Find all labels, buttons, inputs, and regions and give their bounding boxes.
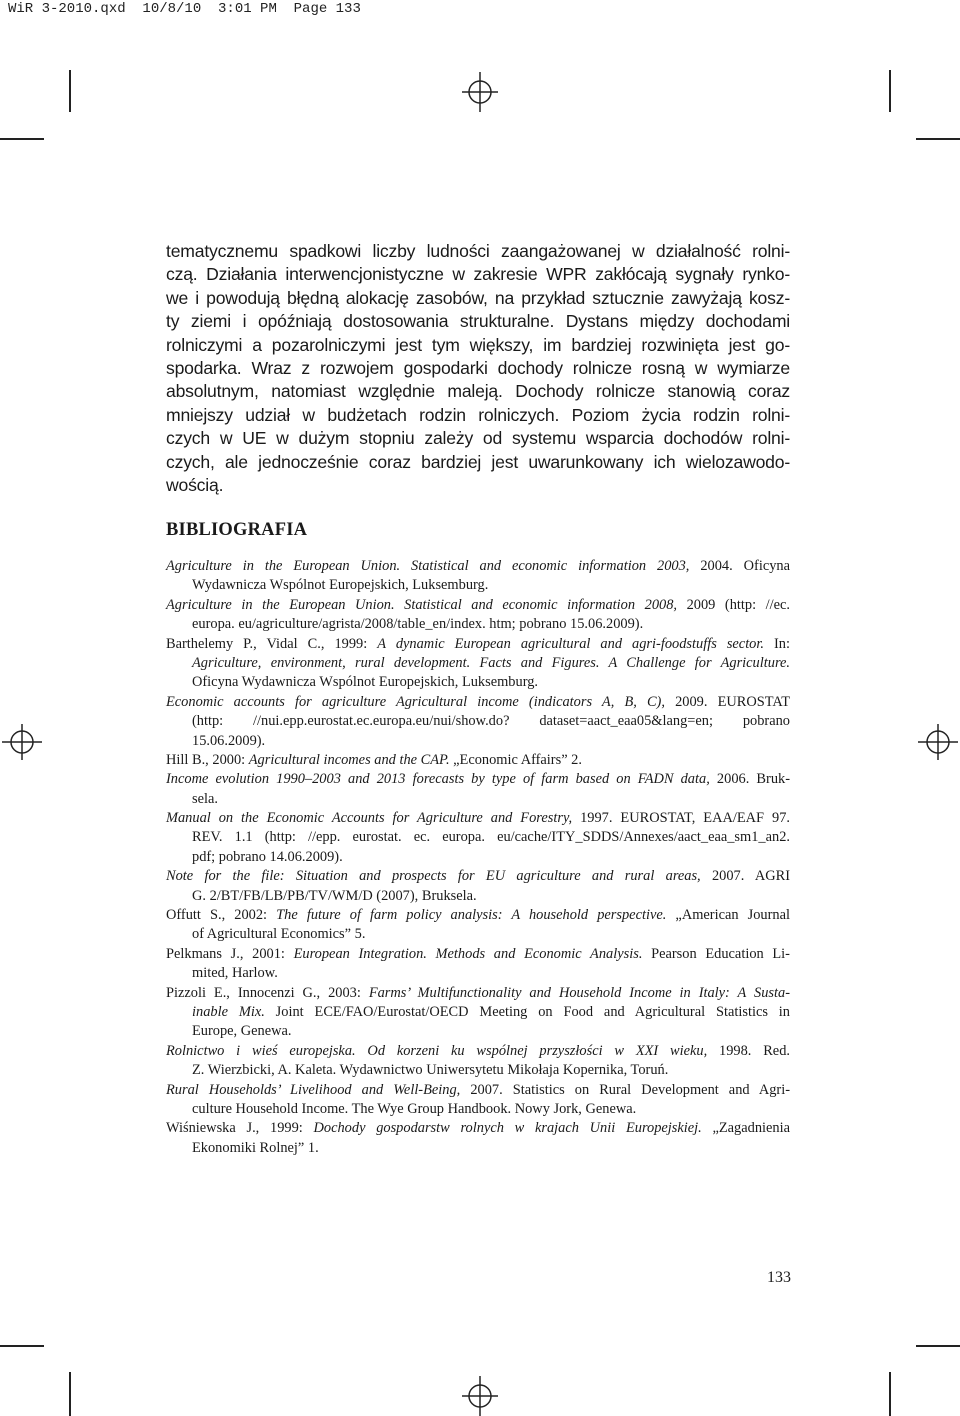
body-line: czych w UE w dużym stopniu zależy od systemu wsparcia dochodów rolni- [166, 428, 790, 449]
bibliography-line [166, 1119, 790, 1138]
bibliography-text: 1998. Red. [707, 1042, 790, 1059]
bibliography-title-text: Farms’ Multifunctionality and Household Income in Italy: A Susta- [368, 984, 790, 1001]
bibliography-line [166, 1100, 790, 1119]
crop-mark-bottom-right-horizontal [916, 1345, 960, 1347]
bibliography-text: 2007. Statistics on Rural Development and Agri- [460, 1081, 791, 1098]
bibliography-text: Ekonomiki Rolnej” 1. [192, 1139, 319, 1156]
bibliography-text: mited, Harlow. [192, 965, 278, 982]
section-heading: BIBLIOGRAFIA [166, 520, 308, 540]
bibliography-title-text: European Integration. Methods and Economic Analysis. [293, 945, 643, 962]
crop-mark-top-left-horizontal [0, 138, 44, 140]
registration-mark-bottom-icon [462, 1376, 498, 1416]
bibliography-line [166, 615, 790, 634]
crop-mark-top-left-vertical [69, 70, 71, 112]
body-line: absolutnym, natomiast względnie maleją. Dochody rolnicze stanowią coraz [166, 381, 790, 402]
bibliography-line [166, 635, 790, 654]
bibliography-text: 2009. EUROSTAT [664, 693, 790, 710]
bibliography-line [166, 984, 790, 1003]
bibliography-line [166, 925, 790, 944]
bibliography-entry [166, 984, 790, 1042]
bibliography-title-text: Note for the file: Situation and prospects for EU agriculture and rural areas, [166, 868, 701, 885]
bibliography-text: Barthelemy P., Vidal C., 1999: [166, 635, 378, 652]
bibliography-text: 2006. Bruk- [709, 771, 791, 788]
bibliography-entry [166, 693, 790, 751]
bibliography-line [166, 867, 790, 886]
bibliography-text: culture Household Income. The Wye Group Handbook. Nowy Jork, Genewa. [192, 1100, 637, 1117]
bibliography-line [166, 751, 790, 770]
bibliography-title-text: Agriculture in the European Union. Statistical and economic information 2003, [166, 558, 690, 574]
bibliography-text: Wydawnicza Wspólnot Europejskich, Luksemburg. [192, 577, 489, 594]
bibliography-line [166, 673, 790, 692]
body-paragraph [166, 240, 790, 497]
bibliography-line [166, 790, 790, 809]
bibliography-text: „Zagadnienia [701, 1120, 790, 1137]
bibliography-text: 15.06.2009). [192, 732, 266, 749]
file-slug: WiR 3-2010.qxd 10/8/10 3:01 PM Page 133 [8, 1, 361, 17]
bibliography-entry [166, 1042, 790, 1081]
bibliography-entry [166, 1119, 790, 1158]
bibliography-line [166, 732, 790, 751]
bibliography-text: Pizzoli E., Innocenzi G., 2003: [166, 984, 369, 1001]
body-line: wością. [166, 474, 224, 495]
bibliography-entry [166, 867, 790, 906]
bibliography-line [166, 712, 790, 731]
crop-mark-top-right-horizontal [916, 138, 960, 140]
bibliography-title-text: Income evolution 1990–2003 and 2013 forecasts by type of farm based on FADN data, [166, 771, 710, 788]
body-line: rolniczymi a pozarolniczymi jest tym większy, im bardziej rozwinięta jest go- [166, 334, 790, 355]
bibliography-list [166, 557, 790, 1158]
bibliography-line [166, 693, 790, 712]
bibliography-text: of Agricultural Economics” 5. [192, 926, 366, 943]
bibliography-entry [166, 770, 790, 809]
bibliography-text: Hill B., 2000: [166, 751, 249, 768]
bibliography-text: Joint ECE/FAO/Eurostat/OECD Meeting on Food and Agricultural Statistics in [264, 1003, 790, 1020]
bibliography-line [166, 1139, 790, 1158]
bibliography-entry [166, 945, 790, 984]
bibliography-line [166, 596, 790, 615]
bibliography-text: 1997. EUROSTAT, EAA/EAF 97. [572, 810, 790, 827]
bibliography-text: „Economic Affairs” 2. [449, 751, 582, 768]
bibliography-text: Wiśniewska J., 1999: [166, 1120, 314, 1137]
bibliography-title-text: Economic accounts for agriculture Agricultural income (indicators A, B, C), [166, 693, 665, 710]
bibliography-text: G. 2/BT/FB/LB/PB/TV/WM/D (2007), Bruksela. [192, 887, 477, 904]
bibliography-text: „American Journal [666, 907, 791, 924]
bibliography-text: sela. [192, 790, 218, 807]
body-line: ty ziemi i opóźniają dostosowania strukturalne. Dystans między dochodami [166, 311, 790, 332]
bibliography-line [166, 770, 790, 789]
bibliography-line [166, 1022, 790, 1041]
bibliography-text: 2009 (http: //ec. [677, 596, 791, 613]
bibliography-text: Oficyna Wydawnicza Wspólnot Europejskich, Luksemburg. [192, 674, 539, 691]
crop-mark-top-right-vertical [889, 70, 891, 112]
body-line: mniejszy udział w budżetach rodzin rolniczych. Poziom życia rodzin rolni- [166, 404, 790, 425]
bibliography-text: pdf; pobrano 14.06.2009). [192, 848, 343, 865]
bibliography-title-text: Manual on the Economic Accounts for Agriculture and Forestry, [166, 810, 573, 827]
registration-mark-left-icon [2, 724, 42, 760]
bibliography-title-text: Agriculture in the European Union. Statistical and economic information 2008, [166, 596, 678, 613]
bibliography-line [166, 906, 790, 925]
bibliography-line [166, 1003, 790, 1022]
bibliography-text: In: [763, 635, 790, 652]
bibliography-line [166, 1042, 790, 1061]
bibliography-line [166, 576, 790, 595]
bibliography-entry [166, 635, 790, 693]
bibliography-text: europa. eu/agriculture/agrista/2008/table_en/index. htm; pobrano 15.06.2009). [192, 616, 644, 633]
crop-mark-bottom-left-horizontal [0, 1345, 44, 1347]
body-line: tematycznemu spadkowi liczby ludności zaangażowanej w działalność rolni- [166, 241, 790, 261]
body-line: czą. Działania interwencjonistyczne w zakresie WPR zakłócają sygnały rynko- [166, 264, 790, 285]
bibliography-line [166, 809, 790, 828]
bibliography-line [166, 1081, 790, 1100]
registration-mark-top-icon [462, 72, 498, 112]
bibliography-text: REV. 1.1 (http: //epp. eurostat. ec. europa. eu/cache/ITY_SDDS/Annexes/aact_eaa_sm1_an2. [192, 829, 790, 846]
bibliography-text: Pearson Education Li- [642, 945, 790, 962]
body-line: spodarka. Wraz z rozwojem gospodarki dochody rolnicze rosną w wymiarze [166, 357, 790, 378]
bibliography-title-text: Rural Households’ Livelihood and Well-Being, [166, 1081, 461, 1098]
bibliography-line [166, 828, 790, 847]
crop-mark-bottom-left-vertical [69, 1372, 71, 1416]
bibliography-title-text: inable Mix. [192, 1003, 265, 1020]
bibliography-entry [166, 906, 790, 945]
page-number: 133 [767, 1269, 791, 1286]
body-line: czych, ale jednocześnie coraz bardziej jest uwarunkowany ich wielozawodo- [166, 451, 790, 472]
bibliography-entry [166, 751, 790, 770]
bibliography-text: 2004. Oficyna [689, 558, 790, 574]
bibliography-title-text: Agriculture, environment, rural development. Facts and Figures. A Challenge for Agriculture. [192, 654, 790, 671]
bibliography-line [166, 557, 790, 576]
bibliography-line [166, 964, 790, 983]
bibliography-text: 2007. AGRI [700, 868, 790, 885]
bibliography-text: Offutt S., 2002: [166, 907, 277, 924]
bibliography-title-text: Rolnictwo i wieś europejska. Od korzeni ku wspólnej przyszłości w XXI wieku, [166, 1042, 708, 1059]
bibliography-line [166, 945, 790, 964]
bibliography-line [166, 848, 790, 867]
bibliography-entry [166, 596, 790, 635]
bibliography-line [166, 887, 790, 906]
bibliography-line [166, 654, 790, 673]
body-line: we i powodują błędną alokację zasobów, na przykład sztucznie zawyżają kosz- [166, 287, 790, 308]
bibliography-text: Europe, Genewa. [192, 1023, 292, 1040]
bibliography-title-text: A dynamic European agricultural and agri-foodstuffs sector. [377, 635, 764, 652]
bibliography-line [166, 1061, 790, 1080]
bibliography-entry [166, 557, 790, 596]
bibliography-entry [166, 809, 790, 867]
bibliography-text: Pelkmans J., 2001: [166, 945, 294, 962]
bibliography-title-text: The future of farm policy analysis: A household perspective. [276, 907, 667, 924]
crop-mark-bottom-right-vertical [889, 1372, 891, 1416]
registration-mark-right-icon [918, 724, 958, 760]
bibliography-entry [166, 1081, 790, 1120]
bibliography-text: Z. Wierzbicki, A. Kaleta. Wydawnictwo Uniwersytetu Mikołaja Kopernika, Toruń. [192, 1062, 669, 1079]
bibliography-title-text: Dochody gospodarstw rolnych w krajach Unii Europejskiej. [313, 1120, 702, 1137]
bibliography-title-text: Agricultural incomes and the CAP. [248, 751, 450, 768]
bibliography-text: (http: //nui.epp.eurostat.ec.europa.eu/nui/show.do? dataset=aact_eaa05&lang=en; pobrano [192, 713, 790, 730]
